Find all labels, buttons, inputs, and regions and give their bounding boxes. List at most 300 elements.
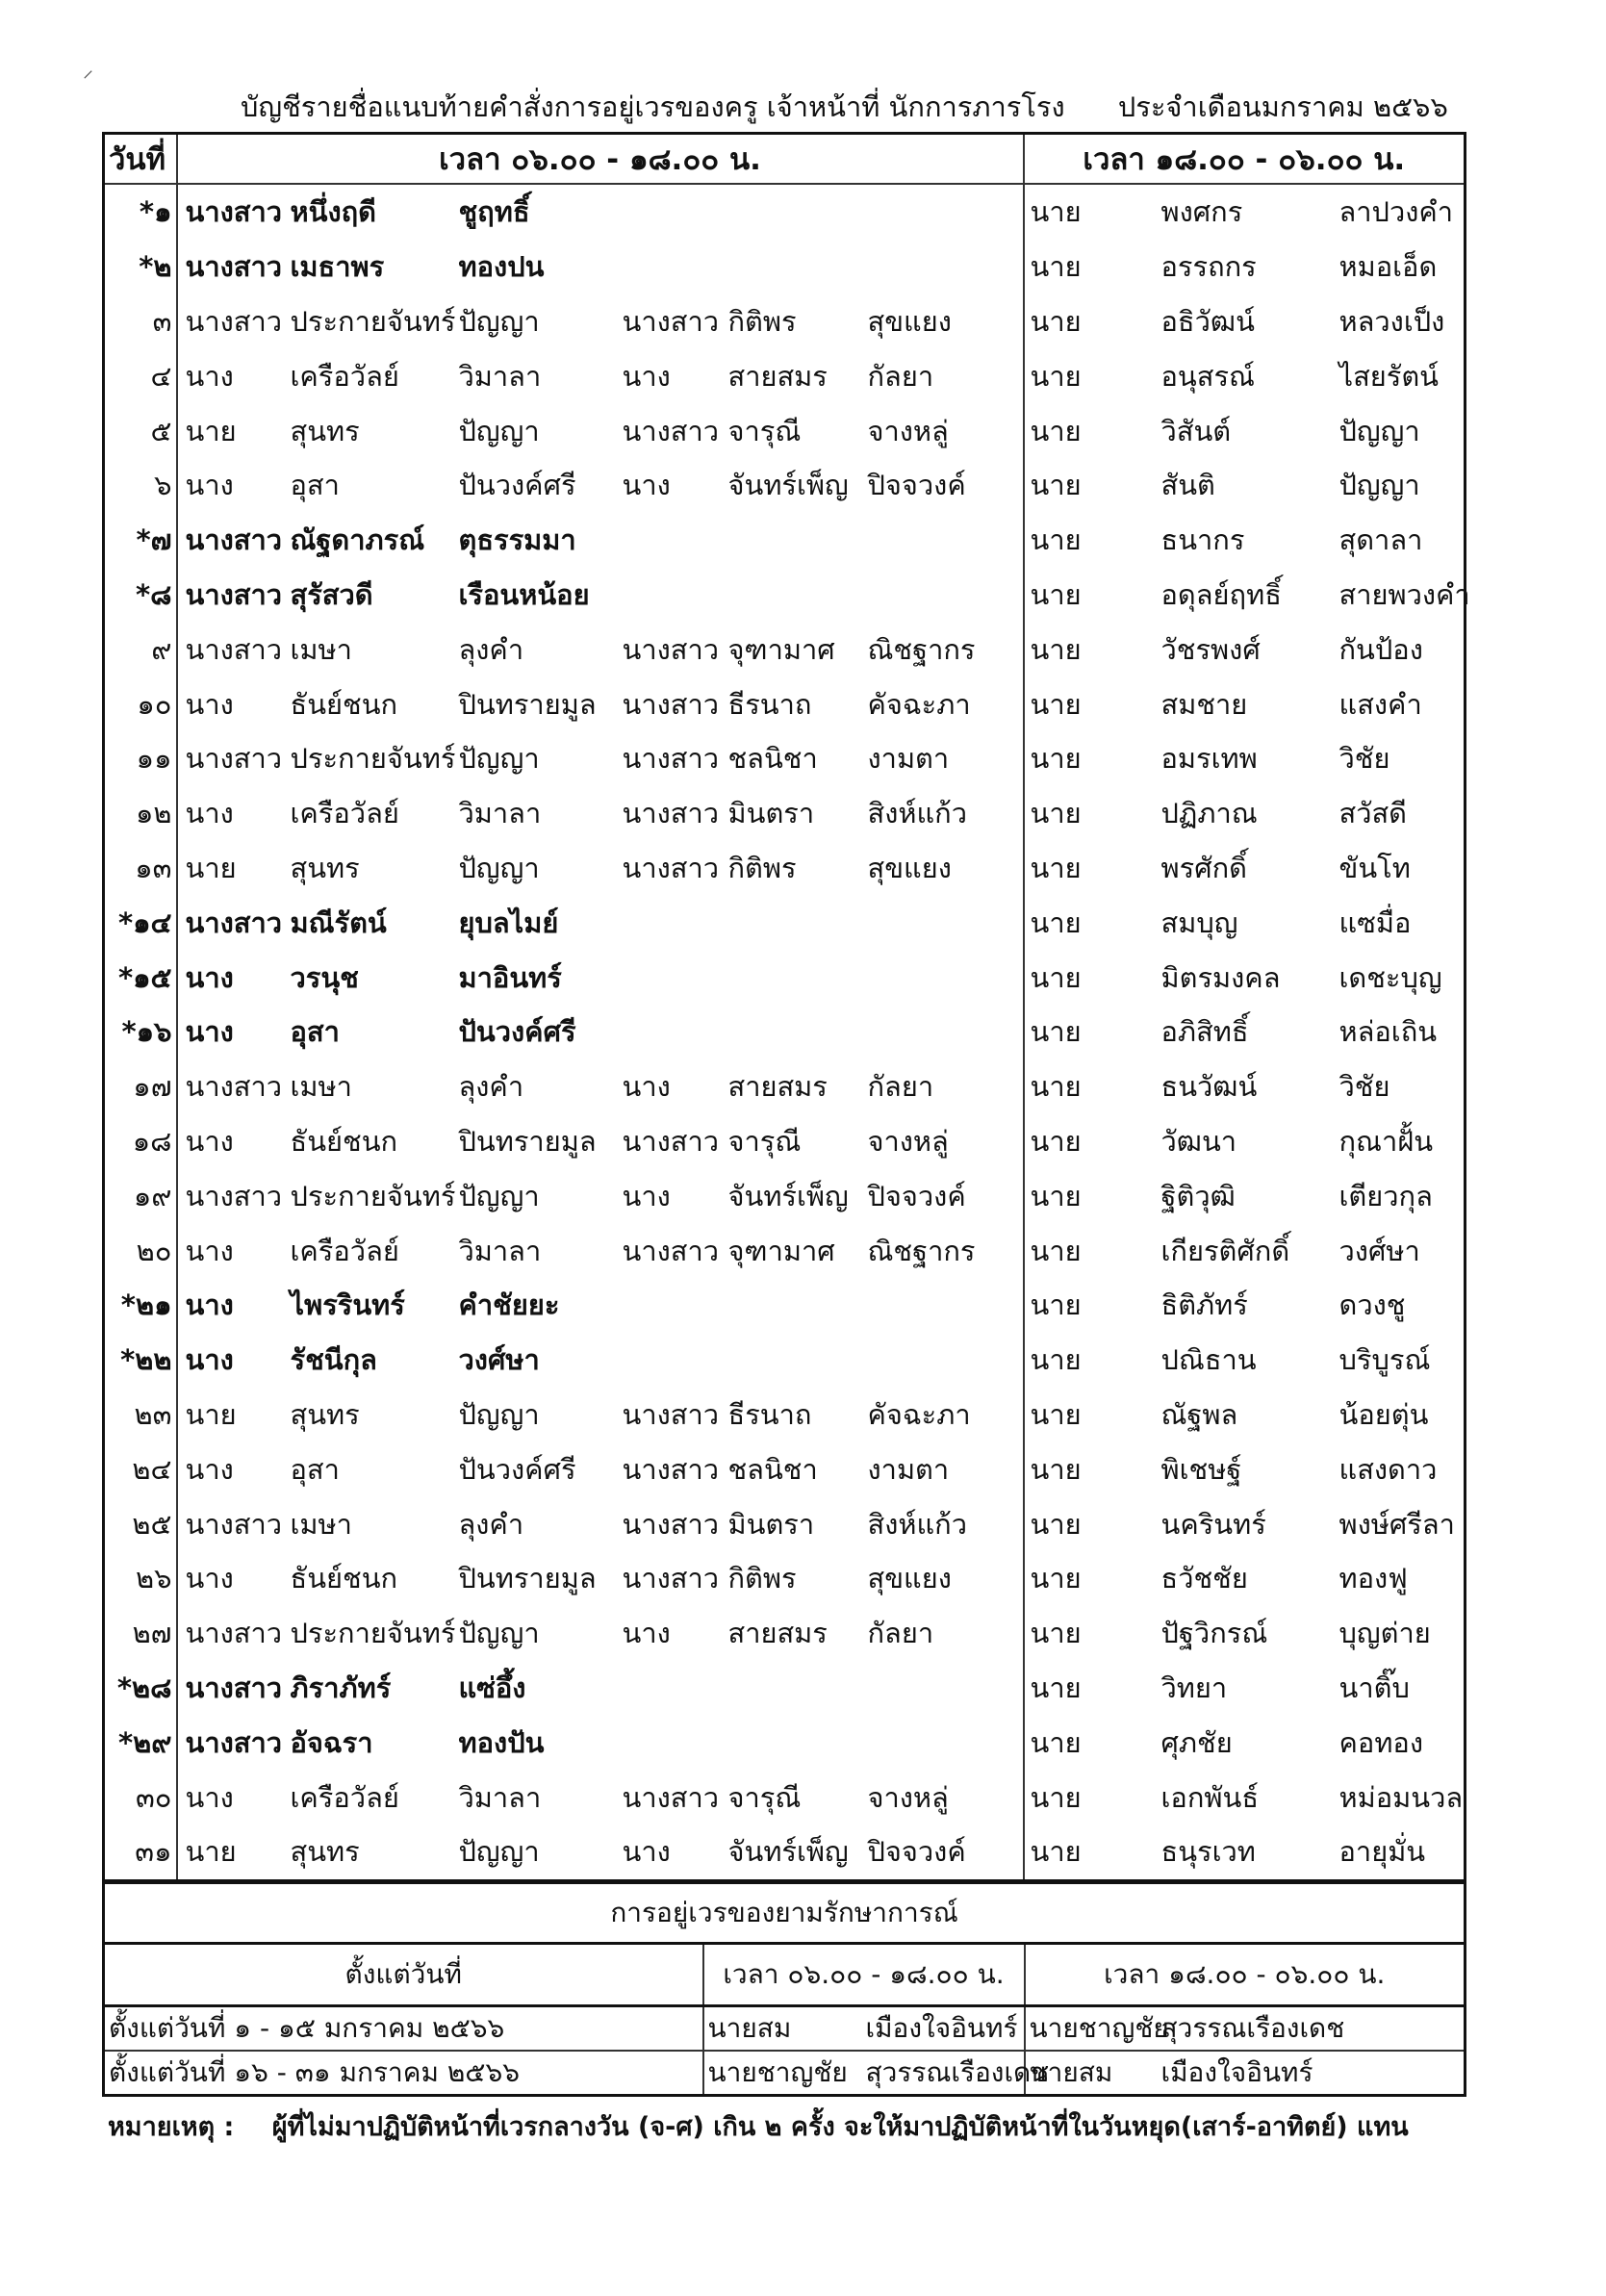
day-title: นางสาว (185, 632, 283, 666)
day-title: นางสาว (185, 577, 283, 611)
night-last-name: นาติ๊บ (1338, 1671, 1410, 1704)
night-title: นาย (1024, 1551, 1154, 1606)
day2-first-name: จันทร์เพ็ญ (727, 1179, 849, 1212)
day-title: นาง (185, 359, 234, 393)
day-last-name: วิมาลา (458, 359, 542, 393)
day-last-name: ชูฤทธิ์ (458, 195, 530, 229)
day2-first-name (721, 513, 860, 568)
day-first-name: สุรัสวดี (290, 577, 373, 611)
day-first-name: เครือวัลย์ (290, 359, 399, 393)
day-number: ๔ (104, 348, 177, 403)
guard-range: ตั้งแต่วันที่ ๑ - ๑๕ มกราคม ๒๕๖๖ (104, 2006, 703, 2052)
night-last-name: กันป้อง (1338, 632, 1423, 666)
night-last-name: ทองฟู (1338, 1562, 1408, 1595)
day-title: นางสาว (185, 1070, 283, 1104)
night-first-name: ธนากร (1160, 523, 1245, 557)
night-first-name: สมบุญ (1160, 906, 1238, 939)
night-last-name: สวัสดี (1338, 797, 1408, 830)
day2-title: นาง (622, 1070, 671, 1104)
day-last-name: มาอินทร์ (458, 960, 562, 994)
day-title: นางสาว (185, 1671, 283, 1704)
day-first-name: มณีรัตน์ (290, 906, 387, 939)
day-first-name: สุนทร (290, 1397, 360, 1431)
night-last-name: ปัญญา (1338, 469, 1420, 502)
day-last-name: ยุบลไมย์ (458, 906, 559, 939)
day2-first-name: จุฑามาศ (727, 1234, 835, 1267)
day-title: นาง (185, 1562, 234, 1595)
day-number: ๓ (104, 294, 177, 349)
title-month: ประจำเดือนมกราคม ๒๕๖๖ (1117, 90, 1448, 123)
table-row (104, 1388, 1466, 1442)
day-number: ๑๓ (104, 841, 177, 896)
day-title: นางสาว (185, 250, 283, 284)
day-first-name: เมธาพร (290, 250, 385, 284)
day-number: ๒๐ (104, 1223, 177, 1278)
day-number: ๕ (104, 403, 177, 458)
table-row (104, 403, 1466, 458)
day-number: *๒๑ (104, 1278, 177, 1333)
day-title: นางสาว (185, 1617, 283, 1650)
guard-row (104, 2051, 1466, 2096)
day-last-name: ปินทรายมูล (458, 1124, 597, 1158)
guard-header-from: ตั้งแต่วันที่ (104, 1944, 703, 2006)
day2-last-name: จางหลู่ (867, 414, 949, 447)
day-title: นางสาว (185, 304, 283, 338)
night-title: นาย (1024, 1059, 1154, 1114)
day2-last-name: คัจฉะภา (867, 687, 971, 721)
table-row (104, 950, 1466, 1005)
table-row (104, 1661, 1466, 1716)
day-title: นาย (185, 1397, 237, 1431)
day2-first-name (721, 1715, 860, 1770)
night-last-name: คอทอง (1338, 1725, 1424, 1759)
day2-first-name: จันทร์เพ็ญ (727, 469, 849, 502)
day2-title (615, 950, 721, 1005)
title-text: บัญชีรายชื่อแนบท้ายคำสั่งการอยู่เวรของครู เจ้าหน้าที่ นักการภารโรง (241, 90, 1065, 123)
night-title: นาย (1024, 1441, 1154, 1496)
day2-title: นางสาว (622, 687, 720, 721)
day-title: นาง (185, 1234, 234, 1267)
day2-first-name: จันทร์เพ็ญ (727, 1835, 849, 1869)
day-title: นาง (185, 1780, 234, 1814)
footnote (108, 2105, 1409, 2147)
night-first-name: ธนุรเวท (1160, 1835, 1256, 1869)
day2-title: นางสาว (622, 851, 720, 884)
night-first-name: พงศกร (1160, 195, 1243, 229)
day2-last-name (860, 513, 1024, 568)
night-title: นาย (1024, 184, 1154, 240)
night-first-name: ธิติภัทร์ (1160, 1288, 1248, 1322)
day2-first-name (721, 895, 860, 950)
day-last-name: ปันวงค์ศรี (458, 469, 576, 502)
night-title: นาย (1024, 1606, 1154, 1661)
night-first-name: ฐิติวุฒิ (1160, 1179, 1236, 1212)
night-title: นาย (1024, 786, 1154, 841)
day-first-name: เมษา (290, 1070, 352, 1104)
day-last-name: วิมาลา (458, 1234, 542, 1267)
day2-title (615, 513, 721, 568)
night-title: นาย (1024, 1114, 1154, 1169)
day-number: ๒๔ (104, 1441, 177, 1496)
day2-title (615, 1715, 721, 1770)
day2-last-name: กัลยา (867, 1617, 934, 1650)
guard-range: ตั้งแต่วันที่ ๑๖ - ๓๑ มกราคม ๒๕๖๖ (104, 2051, 703, 2096)
day-first-name: หนึ่งฤดี (290, 195, 376, 229)
night-first-name: วิทยา (1160, 1671, 1228, 1704)
night-first-name: เกียรติศักดิ์ (1160, 1234, 1290, 1267)
night-title: นาย (1024, 1333, 1154, 1388)
table-row (104, 1223, 1466, 1278)
night-last-name: สุดาลา (1338, 523, 1423, 557)
day2-title: นางสาว (622, 1507, 720, 1541)
day2-title (615, 1333, 721, 1388)
day-last-name: ปินทรายมูล (458, 687, 597, 721)
table-row (104, 841, 1466, 896)
day-number: ๑๑ (104, 731, 177, 786)
night-first-name: มิตรมงคล (1160, 960, 1281, 994)
night-last-name: บริบูรณ์ (1338, 1343, 1431, 1377)
duty-roster-table (102, 132, 1470, 1882)
night-first-name: ธนวัฒน์ (1160, 1070, 1258, 1104)
day2-title (615, 1278, 721, 1333)
day-title: นาง (185, 797, 234, 830)
day-title: นางสาว (185, 1725, 283, 1759)
scan-mark: ⸍ (83, 67, 94, 91)
night-first-name: พรศักดิ์ (1160, 851, 1247, 884)
night-last-name: ดวงชู (1338, 1288, 1406, 1322)
guard-table (102, 1881, 1466, 2097)
night-last-name: พงษ์ศรีลา (1338, 1507, 1455, 1541)
day-title: นางสาว (185, 195, 283, 229)
night-first-name: พิเชษฐ์ (1160, 1452, 1242, 1486)
night-title: นาย (1024, 841, 1154, 896)
day2-last-name (860, 1278, 1024, 1333)
guard-night-name: สุวรรณเรืองเดช (1158, 2006, 1466, 2052)
day-last-name: ปัญญา (458, 851, 540, 884)
night-last-name: แสงคำ (1338, 687, 1422, 721)
day2-last-name: งามตา (867, 742, 950, 776)
guard-header-night-shift: เวลา ๑๘.๐๐ - ๐๖.๐๐ น. (1025, 1944, 1466, 2006)
day-number: *๗ (104, 513, 177, 568)
day2-first-name (721, 1333, 860, 1388)
day-first-name: ธันย์ชนก (290, 1124, 398, 1158)
day2-title: นางสาว (622, 1124, 720, 1158)
day-last-name: ลุงคำ (458, 1507, 524, 1541)
guard-row (104, 2006, 1466, 2052)
day-first-name: สุนทร (290, 851, 360, 884)
day2-last-name: งามตา (867, 1452, 950, 1486)
day-title: นางสาว (185, 523, 283, 557)
day-number: *๑๕ (104, 950, 177, 1005)
day-last-name: ลุงคำ (458, 632, 524, 666)
day-first-name: อุสา (290, 1015, 340, 1049)
day-first-name: วรนุช (290, 960, 359, 994)
day-title: นาง (185, 1288, 234, 1322)
day2-first-name: มินตรา (727, 1507, 815, 1541)
day2-first-name (721, 950, 860, 1005)
night-first-name: เอกพันธ์ (1160, 1780, 1260, 1814)
table-row (104, 786, 1466, 841)
day2-first-name: ชลนิชา (727, 742, 818, 776)
day-last-name: ปัญญา (458, 1617, 540, 1650)
night-first-name: อดุลย์ฤทธิ์ (1160, 577, 1282, 611)
guard-day-name: สุวรรณเรืองเดช (862, 2051, 1025, 2096)
table-row (104, 348, 1466, 403)
table-row (104, 513, 1466, 568)
table-row (104, 1824, 1466, 1880)
night-last-name: วิชัย (1338, 742, 1390, 776)
day2-last-name: กัลยา (867, 1070, 934, 1104)
night-last-name: ลาปวงคำ (1338, 195, 1454, 229)
day-number: ๑๗ (104, 1059, 177, 1114)
table-row (104, 731, 1466, 786)
day2-last-name (860, 184, 1024, 240)
table-row (104, 895, 1466, 950)
table-row (104, 1770, 1466, 1824)
night-last-name: หลวงเป็ง (1338, 304, 1445, 338)
day2-last-name (860, 1005, 1024, 1059)
day-first-name: ธันย์ชนก (290, 1562, 398, 1595)
day2-title: นาง (622, 359, 671, 393)
day2-title (615, 1005, 721, 1059)
day-last-name: แซ่อึ้ง (458, 1671, 526, 1704)
day2-title (615, 895, 721, 950)
day2-first-name: จารุณี (727, 414, 802, 447)
night-first-name: ปัฐวิกรณ์ (1160, 1617, 1268, 1650)
day-number: *๒๙ (104, 1715, 177, 1770)
night-last-name: วิชัย (1338, 1070, 1390, 1104)
day-number: *๒๘ (104, 1661, 177, 1716)
night-last-name: ไสยรัตน์ (1338, 359, 1440, 393)
day-number: ๑๙ (104, 1168, 177, 1223)
night-last-name: ปัญญา (1338, 414, 1420, 447)
night-first-name: นครินทร์ (1160, 1507, 1266, 1541)
footnote-text: ผู้ที่ไม่มาปฏิบัติหน้าที่เวรกลางวัน (จ-ศ) เกิน ๒ ครั้ง จะให้มาปฏิบัติหน้าที่ในวันหยุด(เสาร์-อาทิตย์) แทน (271, 2112, 1409, 2142)
table-row (104, 1059, 1466, 1114)
day-number: ๒๓ (104, 1388, 177, 1442)
table-row (104, 1551, 1466, 1606)
night-last-name: เดชะบุญ (1338, 960, 1442, 994)
night-last-name: อายุมั่น (1338, 1835, 1426, 1869)
day-first-name: เมษา (290, 1507, 352, 1541)
day2-title (615, 184, 721, 240)
day2-title: นาง (622, 1617, 671, 1650)
day-first-name: สุนทร (290, 414, 360, 447)
header-day: วันที่ (104, 134, 177, 185)
night-first-name: อนุสรณ์ (1160, 359, 1255, 393)
day-number: *๑๔ (104, 895, 177, 950)
day2-first-name: จารุณี (727, 1780, 802, 1814)
day-title: นางสาว (185, 742, 283, 776)
day2-first-name: ธีรนาถ (727, 1397, 812, 1431)
guard-day-title: นายสม (703, 2006, 862, 2052)
day2-last-name: สุขแยง (867, 304, 952, 338)
night-title: นาย (1024, 1278, 1154, 1333)
table-row (104, 1606, 1466, 1661)
night-first-name: วิสันต์ (1160, 414, 1232, 447)
day-last-name: วงศ์ษา (458, 1343, 540, 1377)
night-last-name: ขันโท (1338, 851, 1411, 884)
table-header-row (104, 134, 1466, 185)
night-first-name: สมชาย (1160, 687, 1248, 721)
day-title: นาย (185, 414, 237, 447)
day-last-name: ปัญญา (458, 414, 540, 447)
day-number: *๒๒ (104, 1333, 177, 1388)
table-row (104, 1333, 1466, 1388)
day-title: นาง (185, 1124, 234, 1158)
day-first-name: เครือวัลย์ (290, 1234, 399, 1267)
day-last-name: ปันวงค์ศรี (458, 1452, 576, 1486)
header-day-shift: เวลา ๐๖.๐๐ - ๑๘.๐๐ น. (177, 134, 1024, 185)
day-last-name: คำชัยยะ (458, 1288, 560, 1322)
night-title: นาย (1024, 950, 1154, 1005)
day2-first-name (721, 1661, 860, 1716)
day-title: นาง (185, 1452, 234, 1486)
day2-title: นาง (622, 1179, 671, 1212)
night-title: นาย (1024, 1824, 1154, 1880)
night-first-name: สันติ (1160, 469, 1215, 502)
day-first-name: อุสา (290, 1452, 340, 1486)
day-number: ๓๑ (104, 1824, 177, 1880)
night-title: นาย (1024, 1168, 1154, 1223)
day2-first-name (721, 568, 860, 623)
day-title: นาง (185, 1343, 234, 1377)
day2-title: นางสาว (622, 1780, 720, 1814)
day2-first-name (721, 1005, 860, 1059)
guard-title: การอยู่เวรของยามรักษาการณ์ (104, 1883, 1466, 1944)
day-number: ๖ (104, 458, 177, 513)
day2-last-name: ณิชฐากร (867, 1234, 976, 1267)
day2-first-name: จารุณี (727, 1124, 802, 1158)
day2-last-name (860, 1333, 1024, 1388)
night-title: นาย (1024, 676, 1154, 731)
day-last-name: ตุธรรมมา (458, 523, 576, 557)
day-title: นาย (185, 1835, 237, 1869)
guard-night-title: นายสม (1025, 2051, 1158, 2096)
night-title: นาย (1024, 458, 1154, 513)
day-last-name: ปันวงค์ศรี (458, 1015, 576, 1049)
day2-first-name: กิติพร (727, 1562, 797, 1595)
table-row (104, 294, 1466, 349)
night-first-name: อธิวัฒน์ (1160, 304, 1255, 338)
day2-title: นางสาว (622, 1234, 720, 1267)
guard-header-day-shift: เวลา ๐๖.๐๐ - ๑๘.๐๐ น. (703, 1944, 1025, 2006)
day-last-name: ปัญญา (458, 1179, 540, 1212)
night-first-name: ปฏิภาณ (1160, 797, 1258, 830)
day-title: นางสาว (185, 1179, 283, 1212)
day-title: นางสาว (185, 906, 283, 939)
day-number: ๙ (104, 622, 177, 676)
day-title: นาง (185, 960, 234, 994)
day2-last-name: สุขแยง (867, 1562, 952, 1595)
table-row (104, 568, 1466, 623)
night-first-name: อรรถกร (1160, 250, 1257, 284)
night-title: นาย (1024, 403, 1154, 458)
day-first-name: เมษา (290, 632, 352, 666)
guard-night-title: นายชาญชัย (1025, 2006, 1158, 2052)
day2-last-name (860, 240, 1024, 294)
day2-last-name: กัลยา (867, 359, 934, 393)
day2-first-name: มินตรา (727, 797, 815, 830)
night-title: นาย (1024, 1496, 1154, 1551)
night-last-name: แซมื่อ (1338, 906, 1412, 939)
table-row (104, 458, 1466, 513)
night-title: นาย (1024, 622, 1154, 676)
day-last-name: ทองปัน (458, 1725, 545, 1759)
night-title: นาย (1024, 1770, 1154, 1824)
day2-last-name: สิงห์แก้ว (867, 1507, 968, 1541)
day2-title: นางสาว (622, 304, 720, 338)
day2-last-name: ปิจจวงค์ (867, 1179, 966, 1212)
day2-last-name: คัจฉะภา (867, 1397, 971, 1431)
night-first-name: วัฒนา (1160, 1124, 1237, 1158)
day2-title: นาง (622, 469, 671, 502)
day-last-name: ปินทรายมูล (458, 1562, 597, 1595)
day-number: ๑๘ (104, 1114, 177, 1169)
night-first-name: ศุภชัย (1160, 1725, 1233, 1759)
day-number: *๑ (104, 184, 177, 240)
day2-last-name (860, 1715, 1024, 1770)
night-title: นาย (1024, 1715, 1154, 1770)
night-title: นาย (1024, 895, 1154, 950)
day-first-name: ธันย์ชนก (290, 687, 398, 721)
day2-title: นางสาว (622, 1562, 720, 1595)
day2-title: นางสาว (622, 797, 720, 830)
day2-last-name: ปิจจวงค์ (867, 469, 966, 502)
night-title: นาย (1024, 1223, 1154, 1278)
day-first-name: ณัฐดาภรณ์ (290, 523, 425, 557)
day2-first-name: กิติพร (727, 304, 797, 338)
day-last-name: ปัญญา (458, 1397, 540, 1431)
day2-last-name: ปิจจวงค์ (867, 1835, 966, 1869)
night-last-name: สายพวงคำ (1338, 577, 1470, 611)
day-first-name: เครือวัลย์ (290, 797, 399, 830)
day-number: *๑๖ (104, 1005, 177, 1059)
table-row (104, 1168, 1466, 1223)
night-first-name: ณัฐพล (1160, 1397, 1238, 1431)
day2-first-name (721, 1278, 860, 1333)
day2-last-name: สุขแยง (867, 851, 952, 884)
night-first-name: ปณิธาน (1160, 1343, 1257, 1377)
day2-last-name (860, 950, 1024, 1005)
day2-last-name: สิงห์แก้ว (867, 797, 968, 830)
night-last-name: เตียวกุล (1338, 1179, 1433, 1212)
day2-first-name: ชลนิชา (727, 1452, 818, 1486)
day-first-name: ประกายจันทร์ (290, 1617, 456, 1650)
night-last-name: หล่อเถิน (1338, 1015, 1438, 1049)
table-row (104, 676, 1466, 731)
day-title: นาง (185, 687, 234, 721)
table-row (104, 240, 1466, 294)
day-first-name: ประกายจันทร์ (290, 1179, 456, 1212)
table-row (104, 1715, 1466, 1770)
day-first-name: รัชนีกุล (290, 1343, 377, 1377)
day-first-name: ภิราภัทร์ (290, 1671, 392, 1704)
day-last-name: เรือนหน้อย (458, 577, 590, 611)
night-last-name: กุณาฝั้น (1338, 1124, 1434, 1158)
day2-last-name (860, 1661, 1024, 1716)
night-last-name: น้อยตุ่น (1338, 1397, 1429, 1431)
day2-first-name: จุฑามาศ (727, 632, 835, 666)
day-first-name: เครือวัลย์ (290, 1780, 399, 1814)
header-night-shift: เวลา ๑๘.๐๐ - ๐๖.๐๐ น. (1024, 134, 1466, 185)
table-row (104, 1005, 1466, 1059)
night-title: นาย (1024, 731, 1154, 786)
table-row (104, 1441, 1466, 1496)
day-title: นาง (185, 1015, 234, 1049)
day-last-name: ทองปน (458, 250, 545, 284)
day-number: ๑๒ (104, 786, 177, 841)
